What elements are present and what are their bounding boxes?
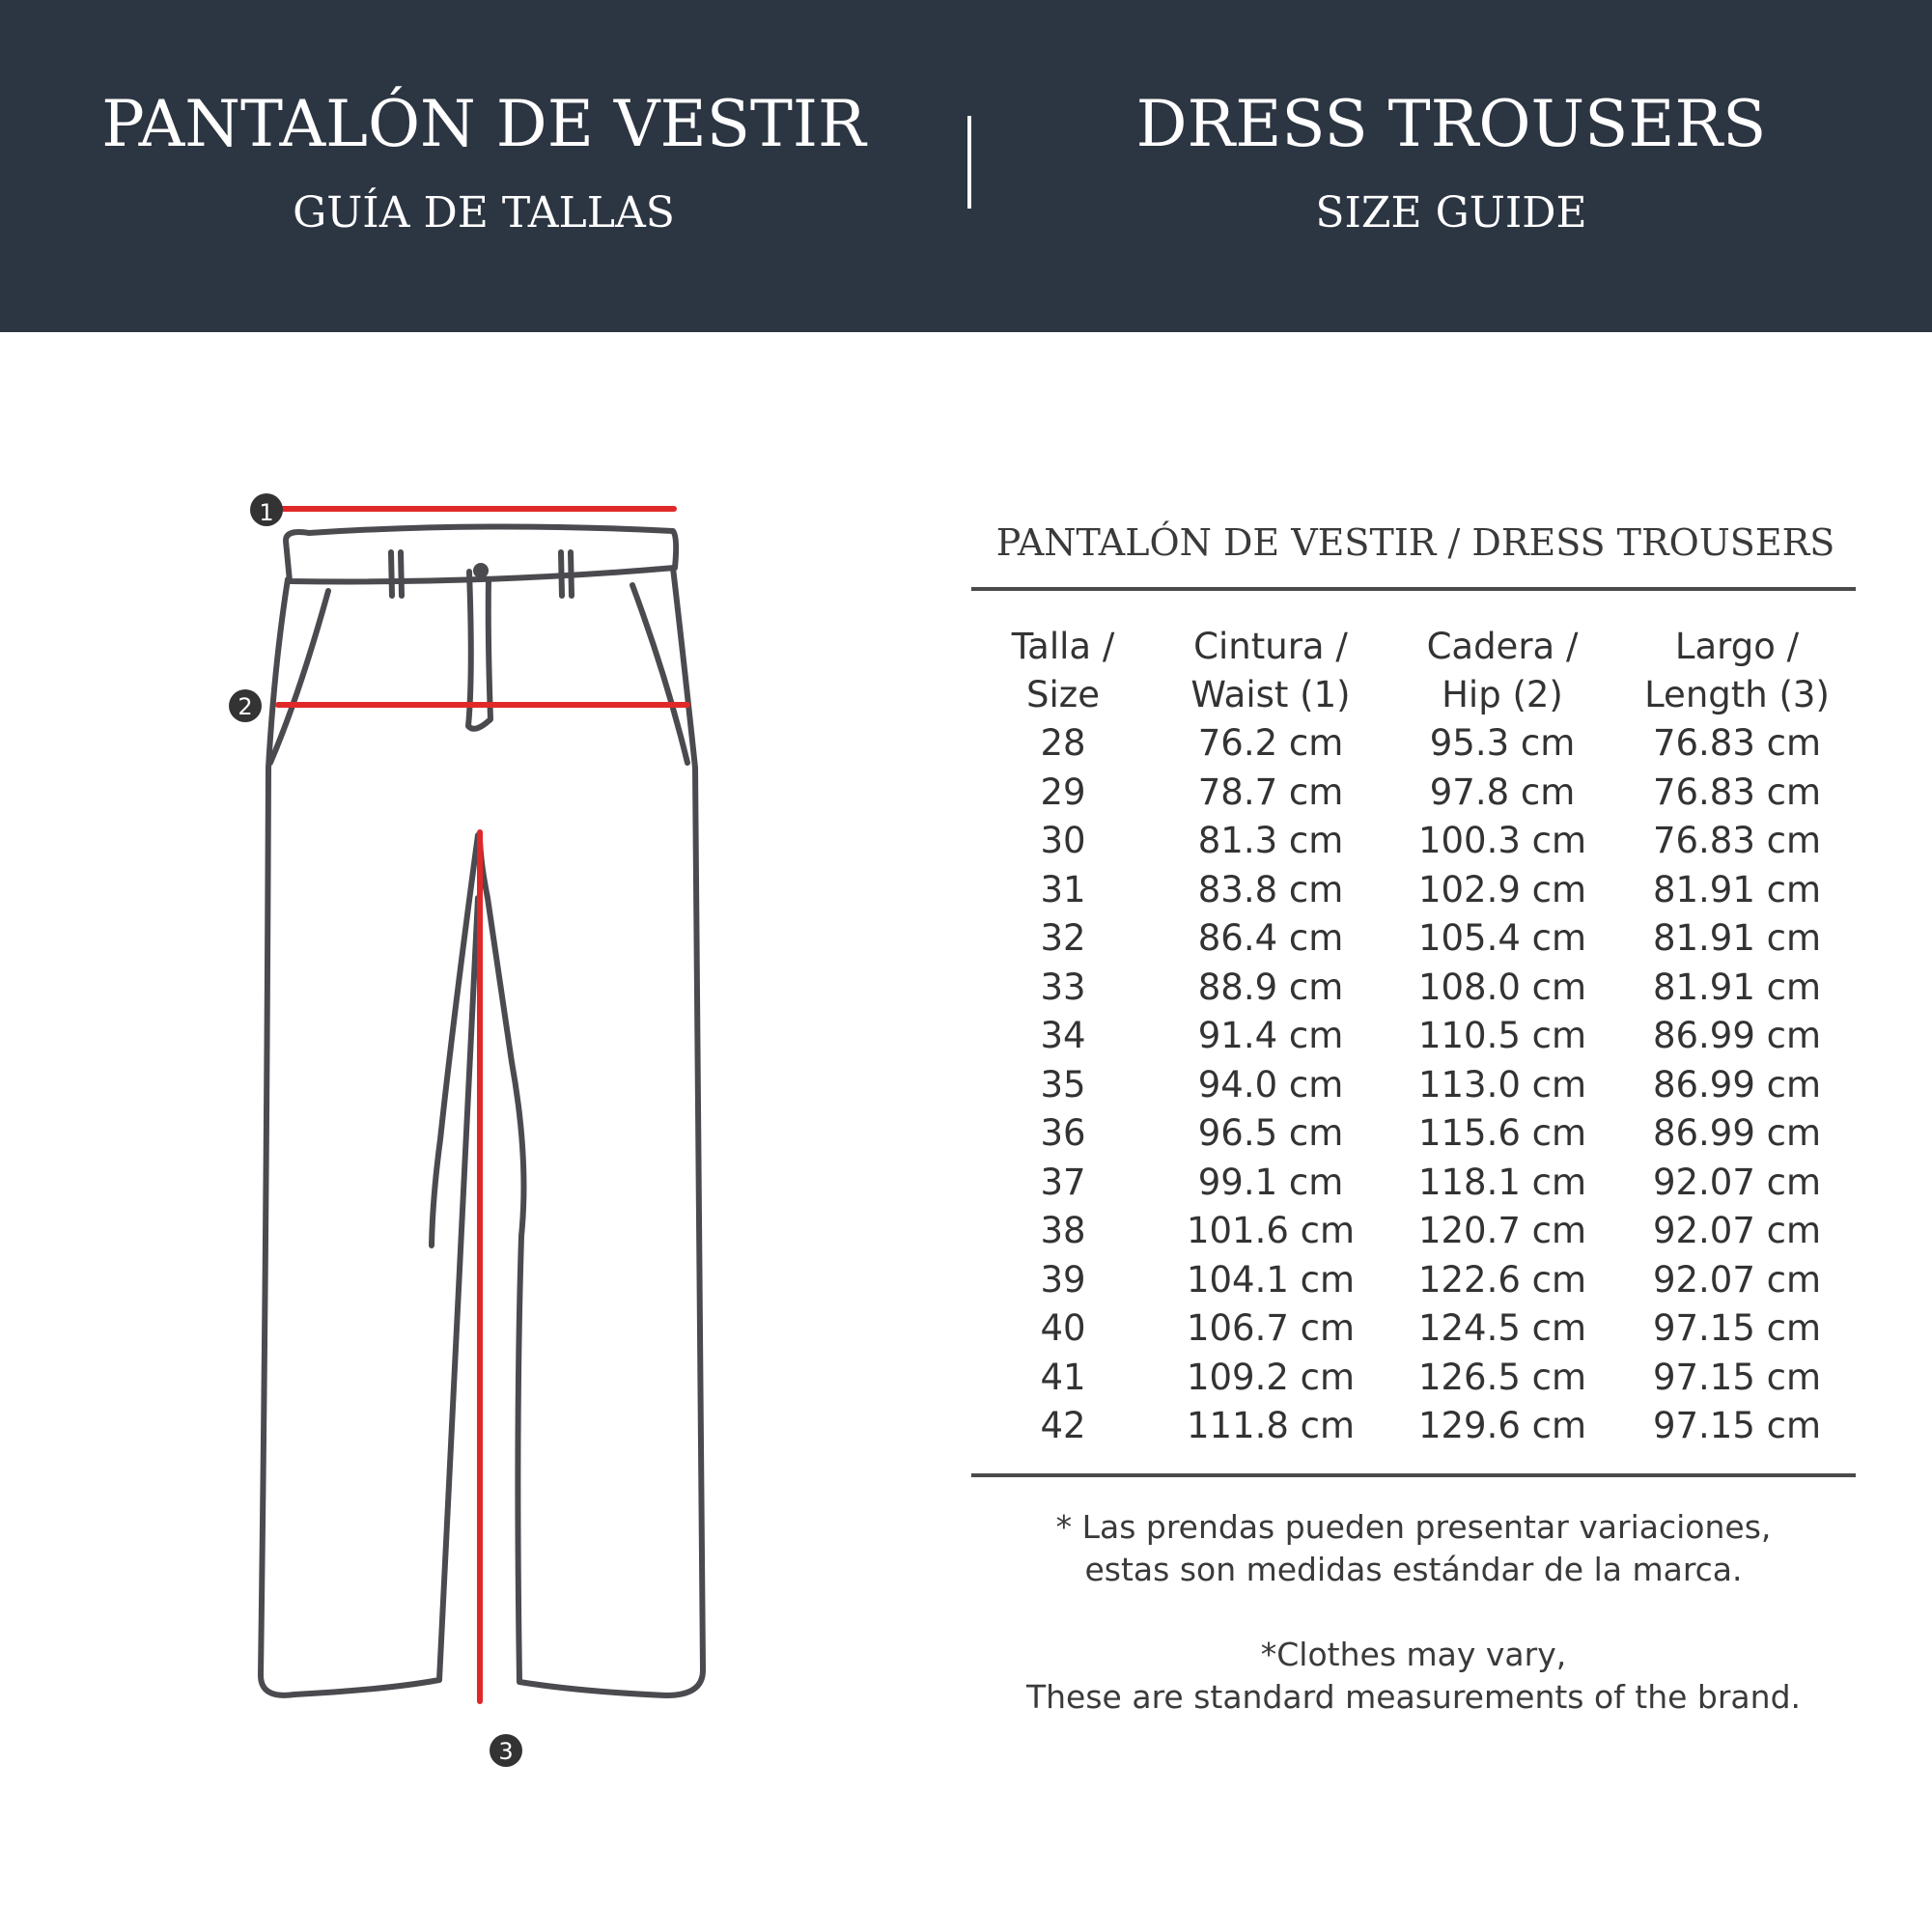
waist-cell: 78.7 cm bbox=[1197, 770, 1344, 813]
hip-cell: 110.5 cm bbox=[1417, 1015, 1587, 1056]
waist-cell: 106.7 cm bbox=[1186, 1307, 1356, 1349]
waist-cell: 91.4 cm bbox=[1197, 1015, 1344, 1056]
waist-cell: 96.5 cm bbox=[1197, 1112, 1344, 1154]
size-cell: 40 bbox=[1040, 1307, 1086, 1349]
table-top-rule bbox=[971, 587, 1856, 591]
measure-lines bbox=[278, 509, 687, 1701]
right-leg-outline bbox=[480, 568, 703, 1695]
hip-cell: 118.1 cm bbox=[1417, 1161, 1587, 1203]
header-waist-line2: Waist (1) bbox=[1190, 674, 1351, 715]
size-cell: 42 bbox=[1040, 1405, 1086, 1446]
size-cell: 41 bbox=[1040, 1356, 1086, 1398]
length-cell: 86.99 cm bbox=[1652, 1063, 1822, 1106]
length-cell: 86.99 cm bbox=[1652, 1112, 1822, 1154]
hip-cell: 113.0 cm bbox=[1417, 1063, 1587, 1106]
belt-loop-right-b bbox=[571, 552, 572, 596]
table-row bbox=[971, 1012, 1856, 1061]
size-cell: 39 bbox=[1040, 1258, 1086, 1301]
length-cell: 81.91 cm bbox=[1652, 966, 1822, 1008]
belt-loop-right-a bbox=[561, 552, 562, 596]
table-row bbox=[971, 1304, 1856, 1354]
length-cell: 92.07 cm bbox=[1652, 1258, 1822, 1301]
waist-cell: 88.9 cm bbox=[1197, 966, 1344, 1008]
size-cell: 30 bbox=[1040, 820, 1086, 861]
waist-cell: 99.1 cm bbox=[1197, 1161, 1344, 1203]
length-cell: 92.07 cm bbox=[1652, 1161, 1822, 1203]
waist-cell: 104.1 cm bbox=[1186, 1258, 1356, 1301]
waist-cell: 109.2 cm bbox=[1186, 1356, 1356, 1398]
header-length-line2: Length (3) bbox=[1644, 674, 1830, 715]
note-spanish-line2: estas son medidas estándar de la marca. bbox=[1084, 1551, 1743, 1588]
belt-loop-left-b bbox=[401, 552, 402, 596]
table-body bbox=[971, 719, 1856, 1451]
note-english bbox=[971, 1634, 1856, 1719]
waist-cell: 86.4 cm bbox=[1197, 917, 1344, 959]
hip-cell: 108.0 cm bbox=[1417, 966, 1587, 1008]
header-waist-line1: Cintura / bbox=[1193, 626, 1348, 667]
belt-loop-left-a bbox=[391, 552, 392, 596]
table-row bbox=[971, 1061, 1856, 1110]
left-pocket bbox=[270, 591, 328, 763]
size-cell: 38 bbox=[1040, 1210, 1086, 1251]
table-row bbox=[971, 1256, 1856, 1305]
title-english: DRESS TROUSERS bbox=[1135, 87, 1767, 161]
header-size-line1: Talla / bbox=[1011, 626, 1115, 667]
size-cell: 31 bbox=[1040, 868, 1086, 910]
note-spanish-line1: * Las prendas pueden presentar variaciones, bbox=[1055, 1508, 1772, 1546]
length-cell: 81.91 cm bbox=[1652, 868, 1822, 910]
length-cell: 86.99 cm bbox=[1652, 1015, 1822, 1056]
header-size-line2: Size bbox=[1026, 674, 1100, 715]
left-leg-outline bbox=[261, 579, 478, 1695]
length-cell: 97.15 cm bbox=[1652, 1405, 1822, 1446]
length-cell: 81.91 cm bbox=[1652, 917, 1822, 959]
table-row bbox=[971, 914, 1856, 964]
button-icon bbox=[473, 563, 489, 578]
marker-2-label: 2 bbox=[238, 693, 253, 720]
hip-cell: 97.8 cm bbox=[1429, 770, 1576, 813]
note-spanish bbox=[971, 1506, 1856, 1591]
marker-3 bbox=[490, 1734, 522, 1767]
hip-cell: 122.6 cm bbox=[1417, 1258, 1587, 1301]
size-cell: 35 bbox=[1040, 1063, 1086, 1106]
size-cell: 37 bbox=[1040, 1161, 1086, 1203]
size-table bbox=[971, 623, 1856, 1451]
table-row bbox=[971, 964, 1856, 1013]
hip-cell: 115.6 cm bbox=[1417, 1112, 1587, 1154]
hip-cell: 124.5 cm bbox=[1417, 1307, 1587, 1349]
waist-cell: 83.8 cm bbox=[1197, 868, 1344, 910]
table-row bbox=[971, 817, 1856, 866]
marker-1 bbox=[250, 493, 283, 526]
length-cell: 76.83 cm bbox=[1652, 820, 1822, 861]
size-cell: 28 bbox=[1040, 722, 1086, 764]
table-row bbox=[971, 1354, 1856, 1403]
title-spanish: PANTALÓN DE VESTIR bbox=[101, 87, 866, 161]
table-row bbox=[971, 769, 1856, 818]
hip-cell: 126.5 cm bbox=[1417, 1356, 1587, 1398]
table-row bbox=[971, 1159, 1856, 1208]
waist-cell: 111.8 cm bbox=[1186, 1405, 1356, 1446]
hip-cell: 120.7 cm bbox=[1417, 1210, 1587, 1251]
size-cell: 34 bbox=[1040, 1015, 1086, 1056]
marker-2 bbox=[229, 689, 262, 722]
hip-cell: 105.4 cm bbox=[1417, 917, 1587, 959]
length-cell: 76.83 cm bbox=[1652, 770, 1822, 813]
size-cell: 36 bbox=[1040, 1112, 1086, 1154]
marker-1-label: 1 bbox=[259, 499, 274, 526]
table-bottom-rule bbox=[971, 1473, 1856, 1477]
table-row bbox=[971, 719, 1856, 769]
size-cell: 29 bbox=[1040, 770, 1086, 813]
table-row bbox=[971, 1207, 1856, 1256]
size-cell: 32 bbox=[1040, 917, 1086, 959]
table-row bbox=[971, 1109, 1856, 1159]
header-hip-line1: Cadera / bbox=[1426, 626, 1579, 667]
waist-cell: 76.2 cm bbox=[1197, 722, 1344, 764]
hip-cell: 100.3 cm bbox=[1417, 820, 1587, 861]
header-length-line1: Largo / bbox=[1674, 626, 1800, 667]
subtitle-spanish: GUÍA DE TALLAS bbox=[293, 188, 675, 238]
size-cell: 33 bbox=[1040, 966, 1086, 1008]
waist-cell: 94.0 cm bbox=[1197, 1063, 1344, 1106]
table-header bbox=[971, 623, 1856, 719]
length-cell: 97.15 cm bbox=[1652, 1307, 1822, 1349]
length-cell: 97.15 cm bbox=[1652, 1356, 1822, 1398]
hip-cell: 129.6 cm bbox=[1417, 1405, 1587, 1446]
note-english-line1: *Clothes may vary, bbox=[1260, 1636, 1567, 1673]
waist-cell: 101.6 cm bbox=[1186, 1210, 1356, 1251]
header-hip-line2: Hip (2) bbox=[1442, 674, 1563, 715]
table-title: PANTALÓN DE VESTIR / DRESS TROUSERS bbox=[995, 521, 1835, 564]
header-row-1 bbox=[971, 623, 1856, 671]
note-english-line2: These are standard measurements of the brand. bbox=[1025, 1678, 1802, 1716]
table-row bbox=[971, 1402, 1856, 1451]
marker-3-label: 3 bbox=[498, 1738, 514, 1765]
subtitle-english: SIZE GUIDE bbox=[1315, 188, 1587, 238]
waist-cell: 81.3 cm bbox=[1197, 820, 1344, 861]
hip-cell: 95.3 cm bbox=[1429, 722, 1576, 764]
header-row-2 bbox=[971, 671, 1856, 719]
table-row bbox=[971, 866, 1856, 915]
length-cell: 76.83 cm bbox=[1652, 722, 1822, 764]
hip-cell: 102.9 cm bbox=[1417, 868, 1587, 910]
length-cell: 92.07 cm bbox=[1652, 1210, 1822, 1251]
